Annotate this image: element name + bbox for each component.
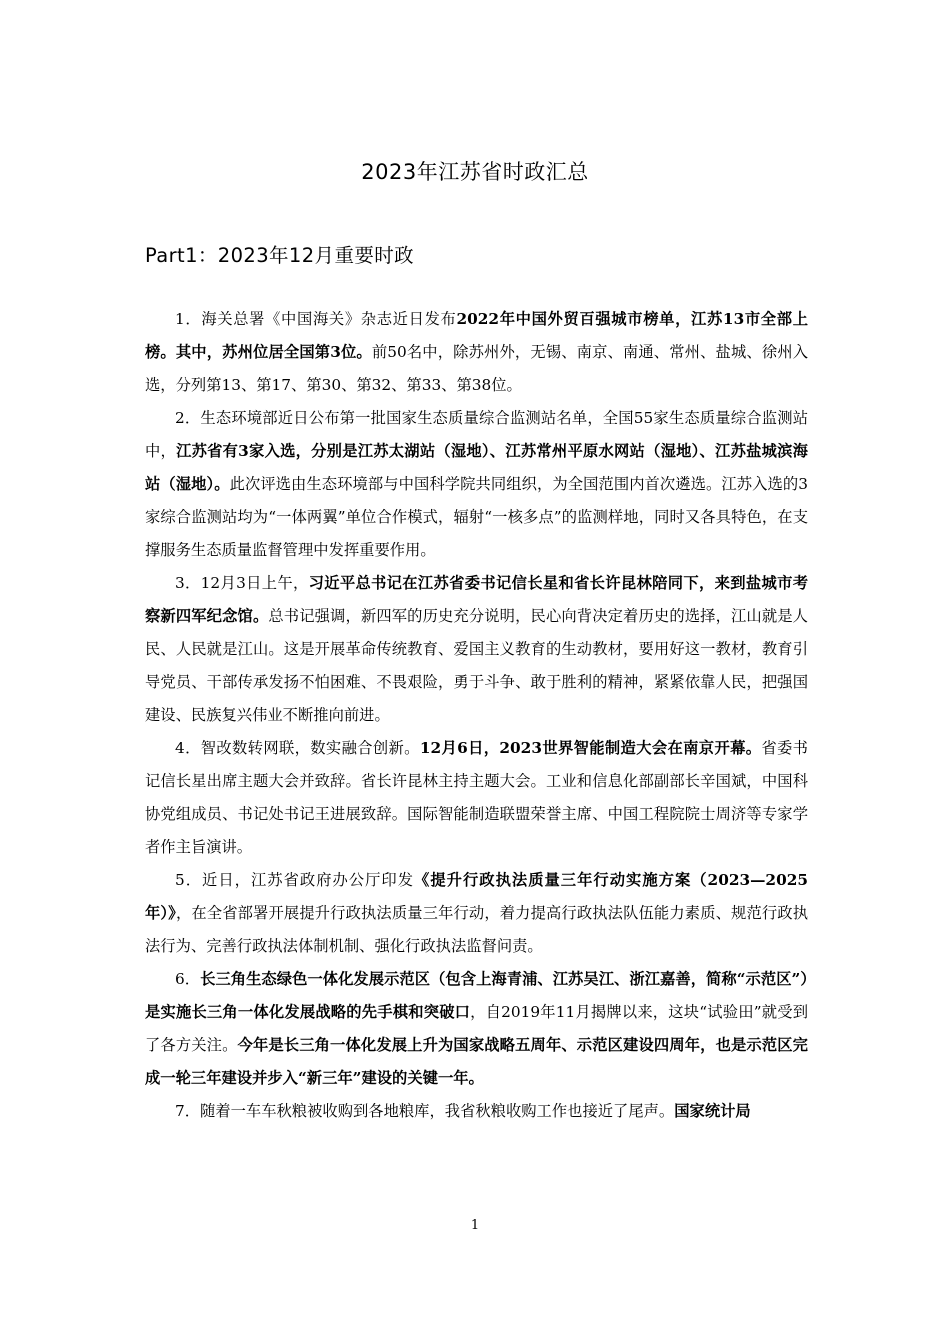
document-title: 2023年江苏省时政汇总 (361, 160, 589, 184)
bold-run: 2022年中国外贸百强城市榜单，江苏13市全部上榜。其中，苏州位居全国第3位。 (145, 310, 808, 361)
bold-run: 习近平总书记在江苏省委书记信长星和省长许昆林陪同下，来到盐城市考察新四军纪念馆。 (145, 574, 808, 625)
text-run: 7．随着一车车秋粮被收购到各地粮库，我省秋粮收购工作也接近了尾声。 (175, 1102, 675, 1120)
text-run: 2．生态环境部近日公布第一批国家生态质量综合监测站名单，全国55家生态质量综合监测站中， (145, 409, 808, 460)
document-body (145, 303, 808, 1128)
text-run: 5．近日，江苏省政府办公厅印发 (175, 871, 415, 889)
text-run: 此次评选由生态环境部与中国科学院共同组织，为全国范围内首次遴选。江苏入选的3家综合监测站均为“一体两翼”单位合作模式，辐射“一核多点”的监测样地，同时又各具特色，在支撑服务生态质量监督管理中发挥重要作用。 (145, 475, 808, 559)
bold-run: 《提升行政执法质量三年行动实施方案（2023—2025年）》 (145, 871, 809, 922)
text-run: 前50名中，除苏州外，无锡、南京、南通、常州、盐城、徐州入选，分列第13、第17、第30、第32、第33、第38位。 (145, 343, 808, 394)
text-run: 4．智改数转网联，数实融合创新。 (175, 739, 420, 757)
text-run: 省委书记信长星出席主题大会并致辞。省长许昆林主持主题大会。工业和信息化部副部长辛国斌，中国科协党组成员、书记处书记王进展致辞。国际智能制造联盟荣誉主席、中国工程院院士周济等专家学者作主旨演讲。 (145, 739, 808, 856)
text-run: 总书记强调，新四军的历史充分说明，民心向背决定着历史的选择，江山就是人民、人民就是江山。这是开展革命传统教育、爱国主义教育的生动教材，要用好这一教材，教育引导党员、干部传承发扬不怕困难、不畏艰险，勇于斗争、敢于胜利的精神，紧紧依靠人民，把强国建设、民族复兴伟业不断推向前进。 (145, 607, 808, 724)
text-run: 1．海关总署《中国海关》杂志近日发布 (175, 310, 457, 328)
news-paragraph-6 (145, 963, 808, 1095)
news-paragraph-5 (145, 864, 808, 963)
news-paragraph-3 (145, 567, 808, 732)
news-paragraph-7 (145, 1095, 808, 1128)
part-heading: Part1：2023年12月重要时政 (145, 244, 415, 267)
bold-run: 国家统计局 (674, 1102, 751, 1120)
news-paragraph-4 (145, 732, 808, 864)
bold-run: 江苏省有3家入选，分别是江苏太湖站（湿地）、江苏常州平原水网站（湿地）、江苏盐城滨海站（湿地）。 (145, 442, 808, 493)
text-run: ，在全省部署开展提升行政执法质量三年行动，着力提高行政执法队伍能力素质、规范行政执法行为、完善行政执法体制机制、强化行政执法监督问责。 (145, 904, 808, 955)
bold-run: 今年是长三角一体化发展上升为国家战略五周年、示范区建设四周年，也是示范区完成一轮三年建设并步入“新三年”建设的关键一年。 (145, 1036, 808, 1087)
news-paragraph-2 (145, 402, 808, 567)
text-run: ，自2019年11月揭牌以来，这块“试验田”就受到了各方关注。 (145, 1003, 808, 1054)
text-run: 3．12月3日上午， (175, 574, 309, 592)
bold-run: 12月6日，2023世界智能制造大会在南京开幕。 (419, 739, 762, 757)
news-paragraph-1 (145, 303, 808, 402)
bold-run: 长三角生态绿色一体化发展示范区（包含上海青浦、江苏吴江、浙江嘉善，简称“示范区”）是实施长三角一体化发展战略的先手棋和突破口 (145, 970, 809, 1021)
text-run: 6． (175, 970, 201, 988)
page-number: 1 (470, 1218, 480, 1233)
